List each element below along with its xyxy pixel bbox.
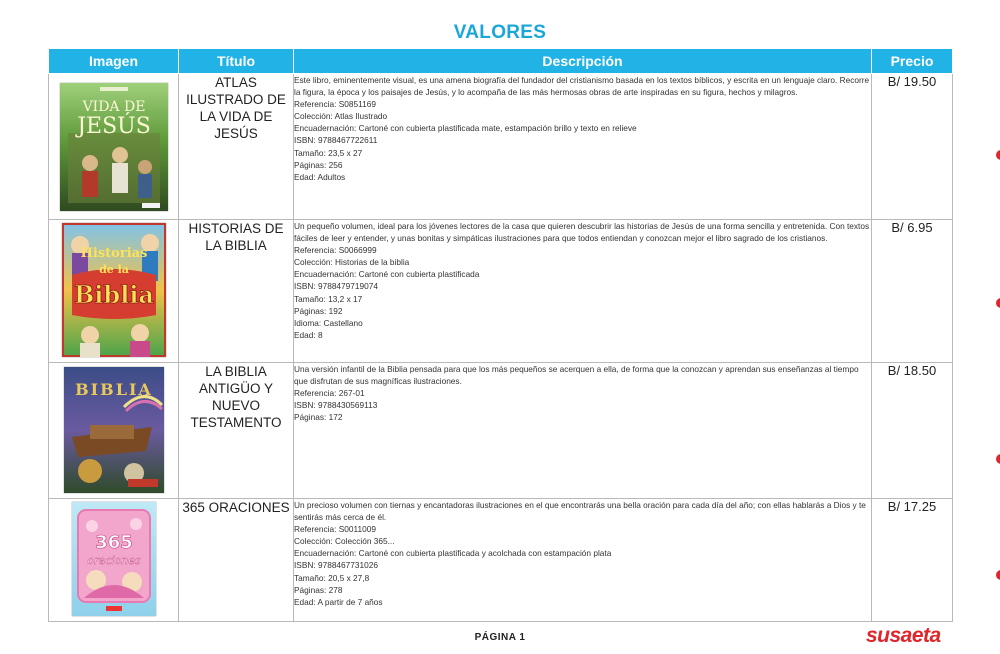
description-line: ISBN: 9788479719074	[294, 281, 378, 292]
image-cell	[49, 74, 179, 220]
title-cell: ATLAS ILUSTRADO DE LA VIDA DE JESÚS	[179, 74, 294, 220]
title-cell: LA BIBLIA ANTIGÜO Y NUEVO TESTAMENTO	[179, 363, 294, 499]
description-line: Páginas: 192	[294, 305, 343, 316]
description-line: Colección: Colección 365...	[294, 536, 395, 547]
cover-title-line-2: de la	[98, 263, 129, 276]
table-row	[49, 499, 953, 622]
description-line: Edad: A partir de 7 años	[294, 596, 383, 607]
image-cell	[49, 499, 179, 622]
description-line: Edad: 8	[294, 329, 323, 340]
description-line: Tamaño: 23,5 x 27	[294, 147, 363, 158]
column-header-description: Descripción	[294, 49, 872, 74]
description-line: ISBN: 9788430569113	[294, 400, 378, 411]
product-table	[48, 48, 953, 622]
description-line: Encuadernación: Cartoné con cubierta plastificada mate, estampación brillo y texto en relieve	[294, 123, 637, 134]
description-line: Colección: Historias de la biblia	[294, 257, 410, 268]
price-cell: B/ 19.50	[872, 74, 953, 220]
description-line: ISBN: 9788467722611	[294, 135, 378, 146]
table-row	[49, 363, 953, 499]
description-line: Un pequeño volumen, ideal para los jóvenes lectores de la casa que quieren descubrir las historias de Jesús de una forma sencilla y entretenida. Con textos fáciles de leer y entender, y unas bonitas y simpáticas ilustraciones para que todos entiendan y conozcan mejor el libro sagrado de los cristianos.	[294, 221, 872, 244]
title-cell: HISTORIAS DE LA BIBLIA	[179, 220, 294, 363]
description-line: ISBN: 9788467731026	[294, 560, 378, 571]
description-line: Colección: Atlas Ilustrado	[294, 111, 388, 122]
description-cell	[294, 74, 872, 220]
description-line: Encuadernación: Cartoné con cubierta plastificada	[294, 269, 480, 280]
description-line: Referencia: S0011009	[294, 524, 376, 535]
page-number: PÁGINA 1	[474, 632, 526, 643]
cover-title-line-1: 365	[94, 532, 133, 553]
description-line: Referencia: 267-01	[294, 388, 365, 399]
book-cover-historias-de-la-biblia-icon[interactable]	[62, 223, 166, 357]
column-header-price: Precio	[872, 49, 953, 74]
description-cell	[294, 220, 872, 363]
decorative-dot-icon	[996, 454, 1000, 464]
cover-title: BIBLIA	[74, 380, 153, 399]
table-header-row	[49, 49, 953, 74]
description-line: Tamaño: 20,5 x 27,8	[294, 572, 370, 583]
decorative-dot-icon	[996, 570, 1000, 580]
cover-title-line-1: VIDA DE	[82, 99, 145, 115]
description-line: Páginas: 256	[294, 159, 343, 170]
decorative-dot-icon	[996, 298, 1000, 308]
table-row	[49, 220, 953, 363]
description-line: Encuadernación: Cartoné con cubierta plastificada y acolchada con estampación plata	[294, 548, 612, 559]
description-cell	[294, 363, 872, 499]
price-cell: B/ 18.50	[872, 363, 953, 499]
description-line: Un precioso volumen con tiernas y encantadoras ilustraciones en el que encontrarás una bella oración para cada día del año; con ellas hablarás a Dios y te sentirás más cerca de él.	[294, 500, 869, 523]
brand-logo: susaeta	[866, 624, 941, 647]
cover-title-line-2: oraciones	[86, 554, 141, 567]
description-line: Tamaño: 13,2 x 17	[294, 293, 363, 304]
cover-title-line-3: Biblia	[73, 280, 154, 309]
cover-title-line-1: Historias	[80, 246, 147, 261]
image-cell	[49, 220, 179, 363]
column-header-title: Título	[179, 49, 294, 74]
description-line: Idioma: Castellano	[294, 317, 363, 328]
description-line: Este libro, eminentemente visual, es una amena biografía del fundador del cristianismo basada en los textos bíblicos, y escrita en un lenguaje claro. Recorre la figura, la época y los paisajes de Jesús, y lo acompaña de las más hermosas obras de arte inspiradas en su figura, hechos y milagros.	[294, 75, 872, 98]
description-line: Páginas: 278	[294, 584, 343, 595]
title-cell: 365 ORACIONES	[179, 499, 294, 622]
price-cell: B/ 6.95	[872, 220, 953, 363]
decorative-dot-icon	[996, 150, 1000, 160]
page-title: VALORES	[453, 22, 547, 43]
price-cell: B/ 17.25	[872, 499, 953, 622]
book-cover-365-oraciones-icon[interactable]	[72, 502, 156, 616]
description-line: Referencia: S0851169	[294, 99, 376, 110]
description-line: Páginas: 172	[294, 412, 343, 423]
image-cell	[49, 363, 179, 499]
column-header-image: Imagen	[49, 49, 179, 74]
description-line: Edad: Adultos	[294, 171, 346, 182]
table-row	[49, 74, 953, 220]
description-cell	[294, 499, 872, 622]
description-line: Referencia: S0066999	[294, 245, 377, 256]
cover-title-line-2: JESÚS	[76, 114, 151, 139]
description-line: Una versión infantil de la Biblia pensada para que los más pequeños se acerquen a ella, de forma que la conozcan y aprendan sus enseñanzas al tiempo que disfrutan de sus magníficas ilustraciones.	[294, 364, 861, 387]
book-cover-vida-de-jesus-icon[interactable]	[60, 83, 168, 211]
book-cover-la-biblia-icon[interactable]	[64, 367, 164, 493]
